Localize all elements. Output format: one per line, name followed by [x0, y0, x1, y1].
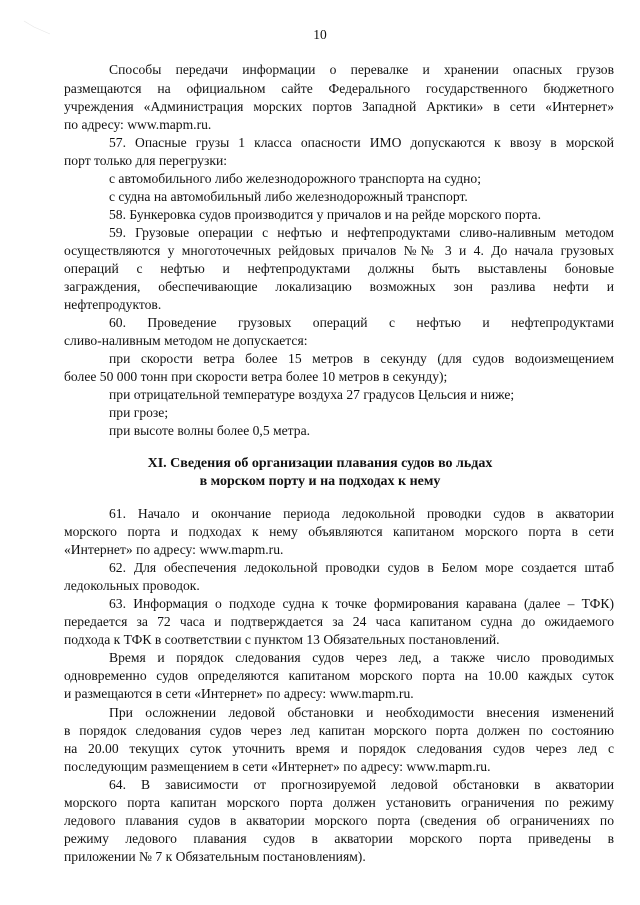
text-line: при высоте волны более 0,5 метра.: [109, 423, 310, 438]
text-line: приложении № 7 к Обязательным постановлениям).: [64, 849, 366, 864]
text-line: в порядок следования судов через лед капитан морского порта должен по состоянию: [64, 723, 614, 738]
text-line: и размещаются в сети «Интернет» по адресу: www.mapm.ru.: [64, 686, 414, 701]
text-line: заграждения, обеспечивающие локализацию возможных зон разлива нефти и: [64, 279, 614, 294]
text-line: 59. Грузовые операции с нефтью и нефтепродуктами сливо-наливным методом: [109, 225, 614, 240]
text-line: учреждения «Администрация морских портов Западной Арктики» в сети «Интернет»: [64, 99, 614, 114]
text-line: 64. В зависимости от прогнозируемой ледовой обстановки в акватории: [109, 777, 614, 792]
text-line: операций с нефтью и нефтепродуктами должны быть выставлены боновые: [64, 261, 614, 276]
text-line: 60. Проведение грузовых операций с нефтью и нефтепродуктами: [109, 315, 614, 330]
section-heading-line: в морском порту и на подходах к нему: [199, 474, 441, 489]
text-line: режиму ледового плавания судов в акватории морского порта приведены в: [64, 831, 614, 846]
text-line: порт только для перегрузки:: [64, 153, 228, 168]
text-line: 61. Начало и окончание периода ледокольной проводки судов в акватории: [109, 506, 614, 521]
text-line: морского порта и подходах к нему объявляются капитаном морского порта в сети: [64, 524, 614, 539]
text-line: При осложнении ледовой обстановки и необходимости внесения изменений: [109, 705, 614, 720]
text-line: морского порта капитан морского порта должен установить ограничения по режиму: [64, 795, 614, 810]
text-line: с судна на автомобильный либо железнодорожный транспорт.: [109, 189, 468, 204]
text-line: размещаются на официальном сайте Федерального государственного бюджетного: [64, 81, 614, 96]
text-line: 58. Бункеровка судов производится у причалов и на рейде морского порта.: [109, 207, 541, 222]
text-line: одновременно судов определяются капитаном морского порта на 10.00 каждых суток: [64, 668, 614, 683]
text-line: с автомобильного либо железнодорожного транспорта на судно;: [109, 171, 481, 186]
text-line: 57. Опасные грузы 1 класса опасности ИМО допускаются к ввозу в морской: [109, 135, 614, 150]
text-line: последующим размещением в сети «Интернет» по адресу: www.mapm.ru.: [64, 759, 491, 774]
text-line: «Интернет» по адресу: www.mapm.ru.: [64, 542, 284, 557]
text-line: более 50 000 тонн при скорости ветра более 10 метров в секунду);: [64, 369, 448, 384]
text-line: ледокольных проводок.: [64, 578, 200, 593]
text-line: Время и порядок следования судов через лед, а также число проводимых: [109, 650, 614, 665]
text-line: при скорости ветра более 15 метров в секунду (для судов водоизмещением: [109, 351, 614, 366]
text-line: передается за 72 часа и подтверждается за 24 часа капитаном судна до ожидаемого: [64, 614, 614, 629]
text-line: нефтепродуктов.: [64, 297, 162, 312]
text-line: Способы передачи информации о перевалке и хранении опасных грузов: [109, 62, 614, 77]
text-line: при грозе;: [109, 405, 169, 420]
text-line: подхода к ТФК в соответствии с пунктом 13 Обязательных постановлений.: [64, 632, 500, 647]
text-line: осуществляются у многоточечных рейдовых причалов №№ 3 и 4. До начала грузовых: [64, 243, 614, 258]
text-line: 63. Информация о подходе судна к точке формирования каравана (далее – ТФК): [109, 596, 614, 611]
section-heading-line: XI. Сведения об организации плавания судов во льдах: [147, 456, 493, 471]
text-line: при отрицательной температуре воздуха 27 градусов Цельсия и ниже;: [109, 387, 515, 402]
text-line: 62. Для обеспечения ледокольной проводки судов в Белом море создается штаб: [109, 560, 614, 575]
text-line: по адресу: www.mapm.ru.: [64, 117, 212, 132]
text-line: на 20.00 текущих суток уточнить время и порядок следования судов через лед с: [64, 741, 614, 756]
text-line: сливо-наливным методом не допускается:: [64, 333, 308, 348]
page-number: 10: [313, 27, 327, 42]
text-line: ледового плавания судов в акватории морского порта (сведения об ограничениях по: [64, 813, 614, 828]
